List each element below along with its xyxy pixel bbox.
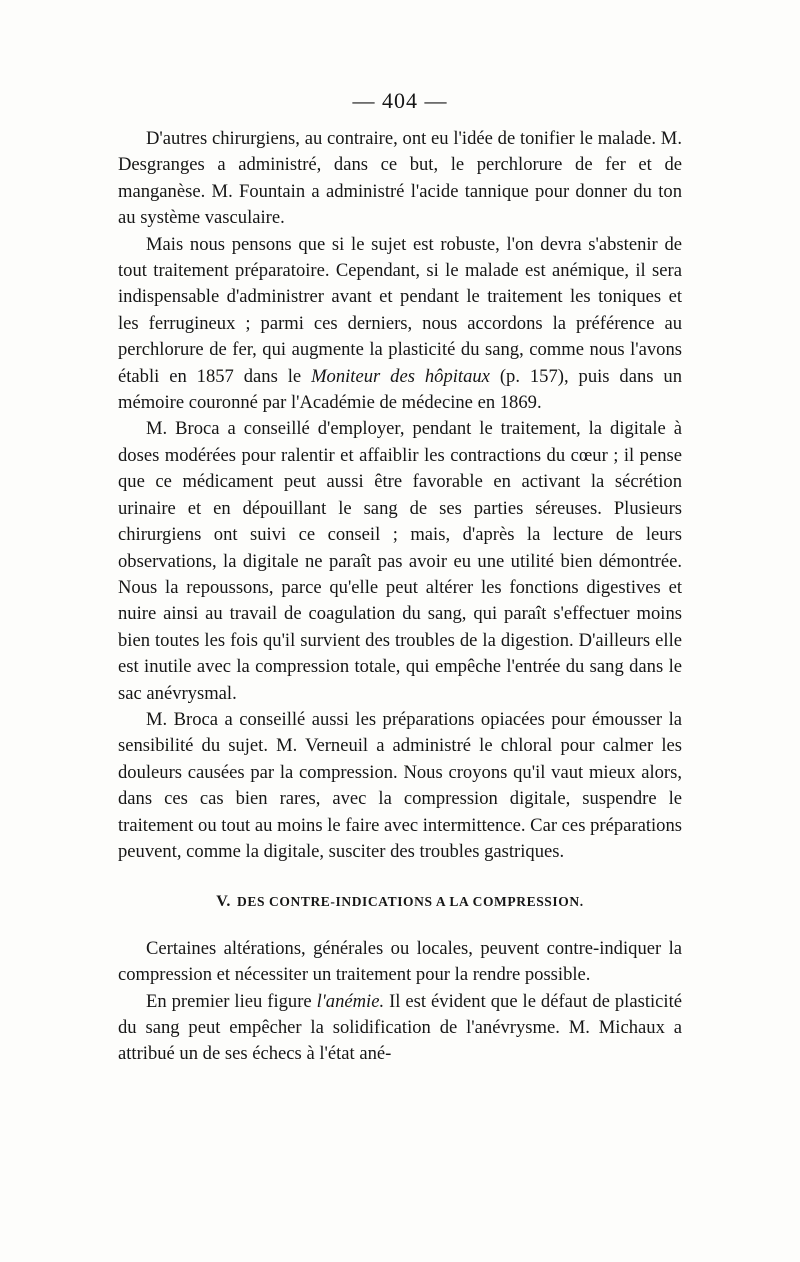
paragraph-preparation [118, 232, 682, 417]
paragraph-text: Mais nous pensons que si le sujet est robuste, l'on devra s'abstenir de tout traitement préparatoire. Cependant, si le malade est anémique, il sera indispensable d'administrer avant et pendant le traitement les toniques et les ferrugineux ; parmi ces derniers, nous accordons la préférence au perchlorure de fer, qui augmente la plasticité du sang, comme nous l'avons établi en 1857 dans le [118, 233, 682, 387]
paragraph-tonics: D'autres chirurgiens, au contraire, ont eu l'idée de tonifier le malade. M. Desgranges a administré, dans ce but, le perchlorure de fer et de manganèse. M. Fountain a administré l'acide tannique pour donner du ton au système vasculaire. [118, 128, 682, 229]
paragraph-anemia [118, 989, 682, 1068]
page-number: — 404 — [352, 88, 448, 113]
paragraph-text: Il est évident que le défaut de plasticité du sang peut empêcher la solidification de l'anévrysme. M. Michaux a attribué un de ses échecs à l'état ané- [118, 990, 682, 1065]
section-heading [118, 889, 682, 915]
section-title: DES CONTRE-INDICATIONS A LA COMPRESSION. [237, 894, 584, 910]
paragraph-text: En premier lieu figure [146, 990, 317, 1012]
paragraph-text: (p. 157), puis dans un mémoire couronné par l'Académie de médecine en 1869. [118, 365, 682, 414]
body-text [118, 126, 682, 1068]
emphasis-term: l'anémie. [316, 990, 385, 1012]
section-number: V. [216, 893, 231, 911]
paragraph-contraindications: Certaines altérations, générales ou locales, peuvent contre-indiquer la compression et nécessiter un traitement pour la rendre possible. [118, 937, 682, 986]
paragraph-digitalis: M. Broca a conseillé d'employer, pendant le traitement, la digitale à doses modérées pour ralentir et affaiblir les contractions du cœur ; il pense que ce médicament peut aussi être favorable en activant la sécrétion urinaire et en dépouillant le sang de ses parties séreuses. Plusieurs chirurgiens ont suivi ce conseil ; mais, d'après la lecture de leurs observations, la digitale ne paraît pas avoir eu une utilité bien démontrée. Nous la repoussons, parce qu'elle peut altérer les fonctions digestives et nuire ainsi au travail de coagulation du sang, qui paraît s'effectuer moins bien toutes les fois qu'il survient des troubles de la digestion. D'ailleurs elle est inutile avec la compression totale, qui empêche l'entrée du sang dans le sac anévrysmal. [118, 418, 682, 704]
journal-title: Moniteur des hôpitaux [311, 365, 490, 387]
paragraph-opiates: M. Broca a conseillé aussi les préparations opiacées pour émousser la sensibilité du sujet. M. Verneuil a administré le chloral pour calmer les douleurs causées par la compression. Nous croyons qu'il vaut mieux alors, dans ces cas bien rares, avec la compression digitale, suspendre le traitement ou tout au moins le faire avec intermittence. Car ces préparations peuvent, comme la digitale, susciter des troubles gastriques. [118, 708, 682, 862]
